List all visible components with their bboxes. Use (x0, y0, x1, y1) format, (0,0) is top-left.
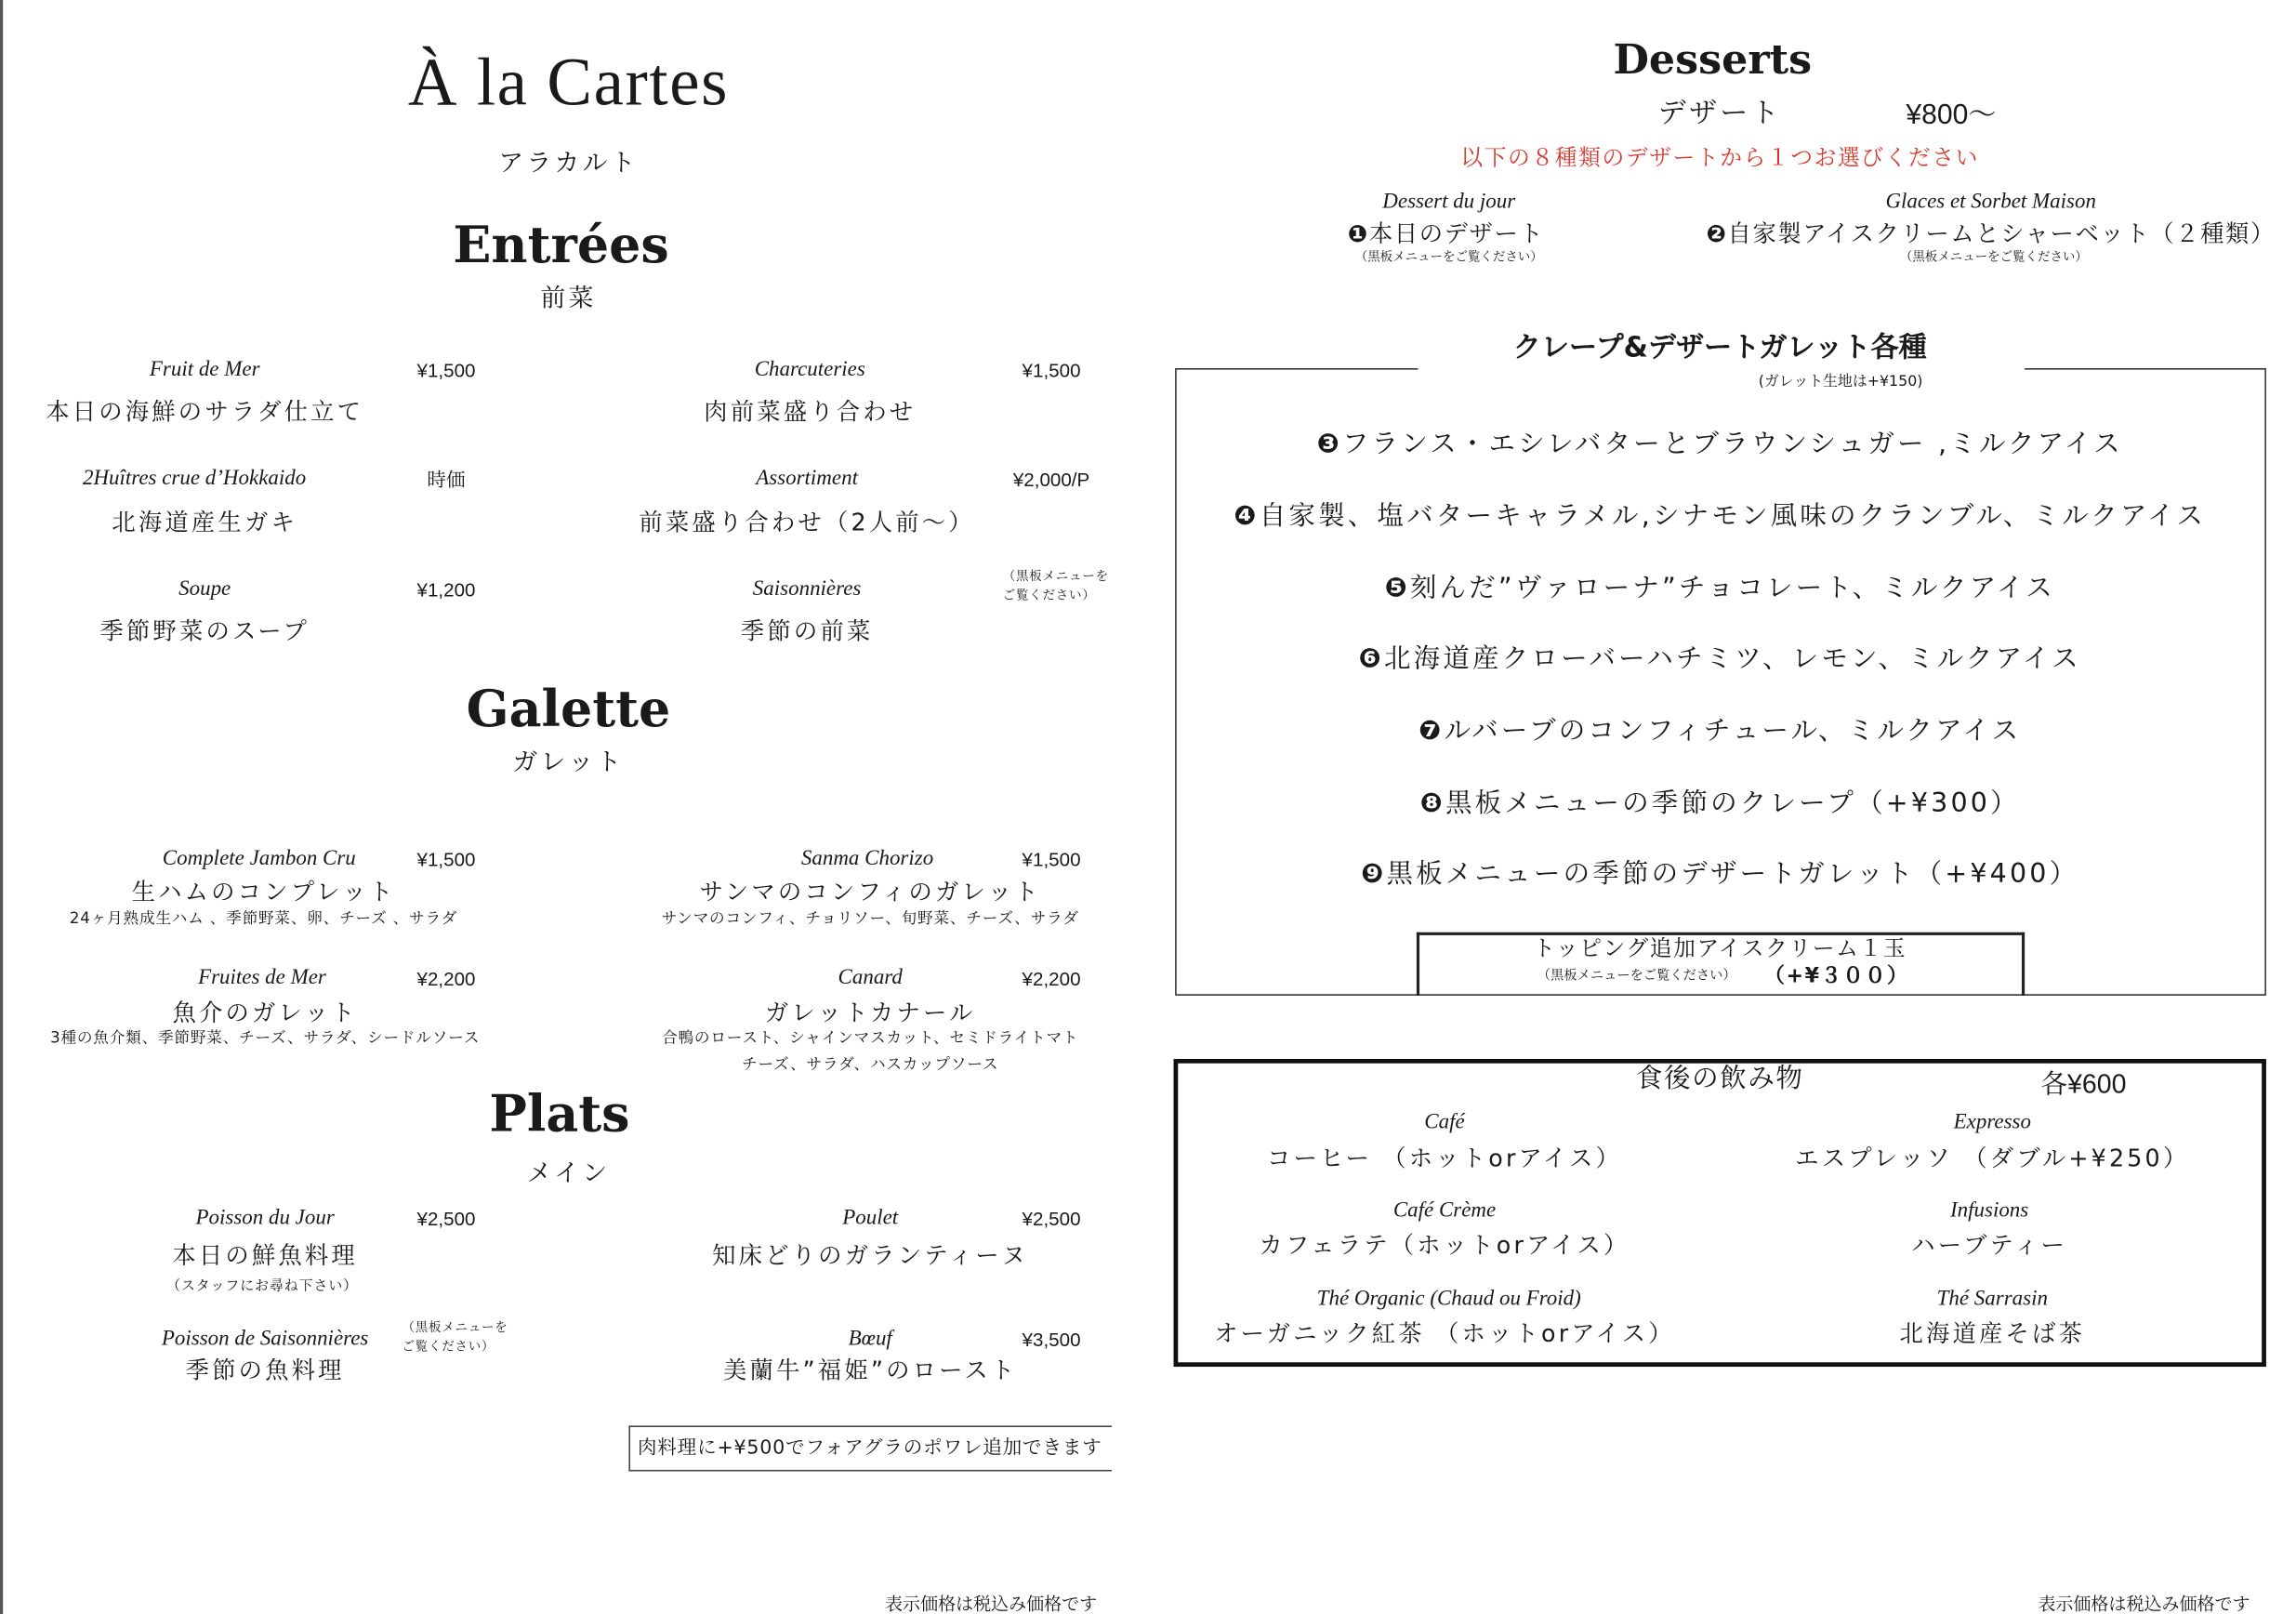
crepe-text: 自家製、塩バターキャラメル,シナモン風味のクランブル、ミルクアイス (1259, 500, 2207, 532)
entree-fr: 2Huîtres crue d’Hokkaido (82, 467, 307, 491)
galette-price: ¥2,200 (1022, 967, 1081, 990)
galette-jp: サンマのコンフィのガレット (699, 878, 1041, 906)
galette-fr: Complete Jambon Cru (162, 846, 356, 871)
number-8-icon: ❽ (1419, 787, 1445, 819)
drinks-price: 各¥600 (2040, 1069, 2127, 1099)
entree-price: 時価 (427, 468, 466, 491)
galette-desc: 24ヶ月熟成生ハム 、季節野菜、卵、チーズ 、サラダ (69, 909, 458, 928)
entree-fr: Assortiment (756, 467, 858, 491)
crepe-item (1358, 643, 2081, 675)
plat-fr: Poulet (842, 1206, 899, 1230)
crepe-text: 刻んだ”ヴァローナ”チョコレート、ミルクアイス (1409, 573, 2055, 604)
galette-fr: Sanma Chorizo (800, 846, 934, 871)
crepe-item (1385, 575, 2055, 602)
number-3-icon: ❸ (1316, 428, 1342, 460)
galette-desc-line2: チーズ、サラダ、ハスカップソース (742, 1055, 999, 1074)
tax-note-right: 表示価格は税込み価格です (2038, 1593, 2250, 1614)
crepe-text: 北海道産クローバーハチミツ、レモン、ミルクアイス (1383, 643, 2081, 675)
crepes-heading: クレープ&デザートガレット各種 (1512, 331, 1927, 364)
number-2-icon: ❷ (1706, 219, 1728, 248)
topping-note: （黒板メニューをご覧ください） (1537, 969, 1736, 985)
number-7-icon: ❼ (1419, 715, 1445, 747)
drink-jp: 北海道産そば茶 (1899, 1319, 2086, 1348)
entree-fr: Fruit de Mer (149, 357, 260, 382)
dessert-fr: Glaces et Sorbet Maison (1885, 190, 2096, 214)
plat-desc: （スタッフにお尋ね下さい） (165, 1277, 358, 1295)
drink-fr: Infusions (1950, 1198, 2029, 1223)
plat-price: ¥2,500 (416, 1207, 476, 1230)
drinks-heading: 食後の飲み物 (1635, 1063, 1804, 1094)
entree-jp: 季節の前菜 (740, 616, 874, 645)
drink-fr: Café (1424, 1110, 1465, 1134)
galette-desc: 合鴨のロースト、シャインマスカット、セミドライトマト (662, 1029, 1079, 1048)
number-1-icon: ❶ (1347, 219, 1369, 248)
plat-fr: Poisson de Saisonnières (161, 1327, 369, 1351)
crepe-text: 黒板メニューの季節のデザートガレット（+¥400） (1386, 858, 2079, 890)
plat-fr: Poisson du Jour (195, 1206, 335, 1230)
drink-fr: Café Crème (1392, 1198, 1497, 1223)
entree-jp: 季節野菜のスープ (99, 616, 310, 645)
topping-price: （+¥３００） (1763, 964, 1909, 988)
entree-jp: 本日の海鮮のサラダ仕立て (46, 397, 364, 426)
drink-jp: コーヒー （ホットorアイス） (1266, 1144, 1623, 1172)
desserts-instruction: 以下の８種類のデザートから１つお選びください (1460, 144, 1980, 171)
desserts-heading-jp: デザート (1657, 97, 1782, 130)
galette-heading-jp: ガレット (512, 747, 625, 778)
entree-jp: 前菜盛り合わせ（2人前～） (639, 508, 975, 536)
dessert-jp-line (1706, 219, 2276, 248)
entree-price: ¥2,000/P (1012, 468, 1090, 491)
galette-jp: 魚介のガレット (172, 999, 358, 1027)
number-5-icon: ❺ (1384, 573, 1410, 604)
plats-heading-jp: メイン (526, 1158, 611, 1189)
plat-jp: 美蘭牛”福姫”のロースト (722, 1356, 1018, 1385)
topping-title: トッピング追加アイスクリーム１玉 (1533, 934, 1907, 962)
crepe-item (1361, 858, 2079, 890)
crepes-box (1175, 368, 2266, 996)
galette-fr: Canard (838, 966, 903, 990)
menu-title: À la Cartes (407, 44, 730, 120)
entree-price: ¥1,500 (416, 359, 476, 382)
crepe-item (1234, 500, 2207, 532)
entree-fr: Saisonnières (752, 576, 862, 602)
entree-price-note: （黒板メニューを ご覧ください） (1002, 570, 1109, 604)
crepe-item (1316, 428, 2123, 460)
entree-price: ¥1,200 (416, 578, 476, 602)
dessert-note: （黒板メニューをご覧ください） (1354, 250, 1543, 266)
entrees-heading-jp: 前菜 (540, 284, 597, 314)
drink-fr: Expresso (1953, 1110, 2031, 1134)
galette-desc: サンマのコンフィ、チョリソー、旬野菜、チーズ、サラダ (661, 909, 1079, 928)
dessert-note: （黒板メニューをご覧ください） (1899, 250, 2088, 266)
crepes-subnote: (ガレット生地は+¥150) (1758, 374, 1923, 390)
number-9-icon: ❾ (1361, 858, 1387, 890)
plat-price: ¥2,500 (1022, 1207, 1081, 1230)
plat-jp: 季節の魚料理 (185, 1356, 345, 1385)
dessert-jp: 本日のデザート (1368, 219, 1545, 248)
plat-jp: 知床どりのガランティーヌ (712, 1241, 1029, 1270)
plat-price: ¥3,500 (1022, 1328, 1081, 1351)
galette-jp: 生ハムのコンプレット (131, 878, 396, 906)
galette-price: ¥1,500 (1022, 848, 1081, 871)
drink-jp: ハーブティー (1911, 1231, 2068, 1260)
galette-fr: Fruites de Mer (198, 966, 326, 990)
crepe-text: フランス・エシレバターとブラウンシュガー ,ミルクアイス (1341, 428, 2123, 460)
crepe-text: 黒板メニューの季節のクレープ（+¥300） (1445, 787, 2020, 819)
crepe-text: ルバーブのコンフィチュール、ミルクアイス (1444, 715, 2022, 747)
galette-heading: Galette (466, 680, 671, 740)
entree-price: ¥1,500 (1022, 359, 1081, 382)
galette-price: ¥2,200 (416, 967, 476, 990)
desserts-price: ¥800～ (1906, 99, 1997, 131)
drink-fr: Thé Sarrasin (1936, 1287, 2048, 1311)
dessert-jp-line (1347, 219, 1545, 248)
number-4-icon: ❹ (1234, 500, 1260, 532)
menu-title-jp: アラカルト (498, 148, 639, 179)
crepe-item (1419, 715, 2022, 747)
drink-fr: Thé Organic (Chaud ou Froid) (1316, 1287, 1581, 1311)
crepe-item (1419, 787, 2020, 819)
drink-jp: カフェラテ（ホットorアイス） (1259, 1231, 1630, 1260)
plats-heading: Plats (489, 1085, 630, 1144)
foie-gras-note: 肉料理に+¥500でフォアグラのポワレ追加できます (637, 1437, 1102, 1460)
entree-fr: Soupe (178, 576, 231, 602)
galette-desc: 3種の魚介類、季節野菜、チーズ、サラダ、シードルソース (50, 1029, 481, 1048)
entrees-heading: Entrées (453, 216, 669, 276)
number-6-icon: ❻ (1358, 643, 1384, 675)
entree-jp: 北海道産生ガキ (112, 508, 298, 536)
entree-jp: 肉前菜盛り合わせ (704, 397, 917, 426)
dessert-jp: 自家製アイスクリームとシャーベット（２種類） (1727, 219, 2276, 248)
plat-fr: Bœuf (848, 1327, 892, 1351)
drink-jp: エスプレッソ （ダブル+¥250） (1795, 1144, 2190, 1172)
desserts-heading: Desserts (1613, 35, 1813, 85)
drink-jp: オーガニック紅茶 （ホットorアイス） (1214, 1319, 1675, 1348)
dessert-fr: Dessert du jour (1382, 190, 1516, 214)
galette-price: ¥1,500 (416, 848, 476, 871)
galette-jp: ガレットカナール (764, 999, 976, 1027)
plat-price-note: （黒板メニューを ご覧ください） (402, 1320, 508, 1356)
tax-note-left: 表示価格は税込み価格です (885, 1593, 1098, 1614)
entree-fr: Charcuteries (754, 357, 865, 382)
plat-jp: 本日の鮮魚料理 (172, 1241, 358, 1270)
